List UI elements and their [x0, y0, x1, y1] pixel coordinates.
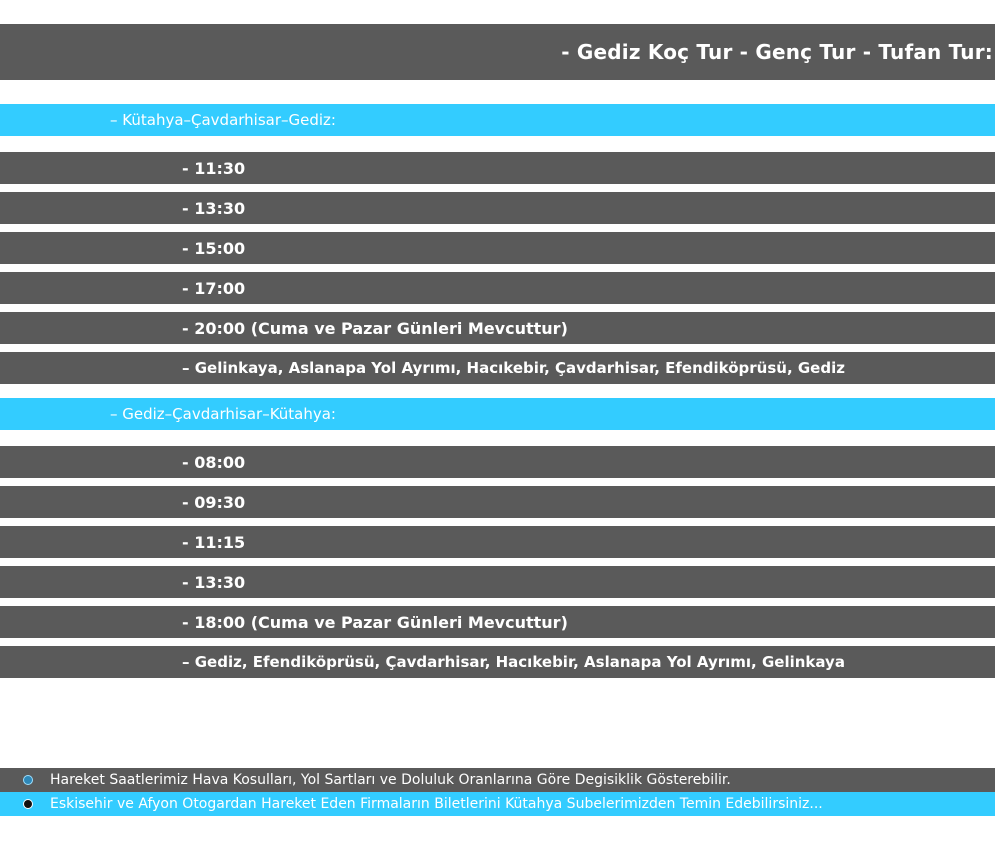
departure-time: - 11:30	[182, 158, 246, 178]
company-header-bar	[0, 24, 995, 80]
route-stops-row	[0, 352, 995, 384]
bullet-icon	[24, 776, 32, 784]
route-stops-row	[0, 646, 995, 678]
company-title: - Gediz Koç Tur - Genç Tur - Tufan Tur:	[561, 40, 993, 64]
departure-time: - 09:30	[182, 492, 246, 512]
section-title: – Gediz–Çavdarhisar–Kütahya:	[110, 405, 336, 423]
departure-time: - 20:00 (Cuma ve Pazar Günleri Mevcuttur)	[182, 318, 568, 338]
departure-time: - 15:00	[182, 238, 246, 258]
notice-row	[0, 792, 995, 816]
route-section-header-gediz-kutahya	[0, 398, 995, 430]
departure-time-row	[0, 606, 995, 638]
route-stops: – Gelinkaya, Aslanapa Yol Ayrımı, Hacıkebir, Çavdarhisar, Efendiköprüsü, Gediz	[182, 359, 845, 377]
departure-time-row	[0, 312, 995, 344]
bullet-icon	[24, 800, 32, 808]
departure-time-row	[0, 272, 995, 304]
section-title: – Kütahya–Çavdarhisar–Gediz:	[110, 111, 336, 129]
departure-time-row	[0, 152, 995, 184]
departure-time-row	[0, 566, 995, 598]
departure-time-row	[0, 232, 995, 264]
departure-time-row	[0, 486, 995, 518]
departure-time: - 13:30	[182, 572, 246, 592]
departure-time: - 11:15	[182, 532, 246, 552]
route-section-header-kutahya-gediz	[0, 104, 995, 136]
departure-time: - 13:30	[182, 198, 246, 218]
route-stops: – Gediz, Efendiköprüsü, Çavdarhisar, Hacıkebir, Aslanapa Yol Ayrımı, Gelinkaya	[182, 653, 845, 671]
departure-time: - 08:00	[182, 452, 246, 472]
departure-time-row	[0, 526, 995, 558]
departure-time-row	[0, 192, 995, 224]
notice-text: Eskisehir ve Afyon Otogardan Hareket Eden Firmaların Biletlerini Kütahya Subelerimizden Temin Edebilirsiniz...	[50, 796, 823, 812]
departure-time: - 17:00	[182, 278, 246, 298]
notice-text: Hareket Saatlerimiz Hava Kosulları, Yol Sartları ve Doluluk Oranlarına Göre Degisiklik Gösterebilir.	[50, 772, 731, 788]
notice-row	[0, 768, 995, 792]
departure-time: - 18:00 (Cuma ve Pazar Günleri Mevcuttur)	[182, 612, 568, 632]
departure-time-row	[0, 446, 995, 478]
